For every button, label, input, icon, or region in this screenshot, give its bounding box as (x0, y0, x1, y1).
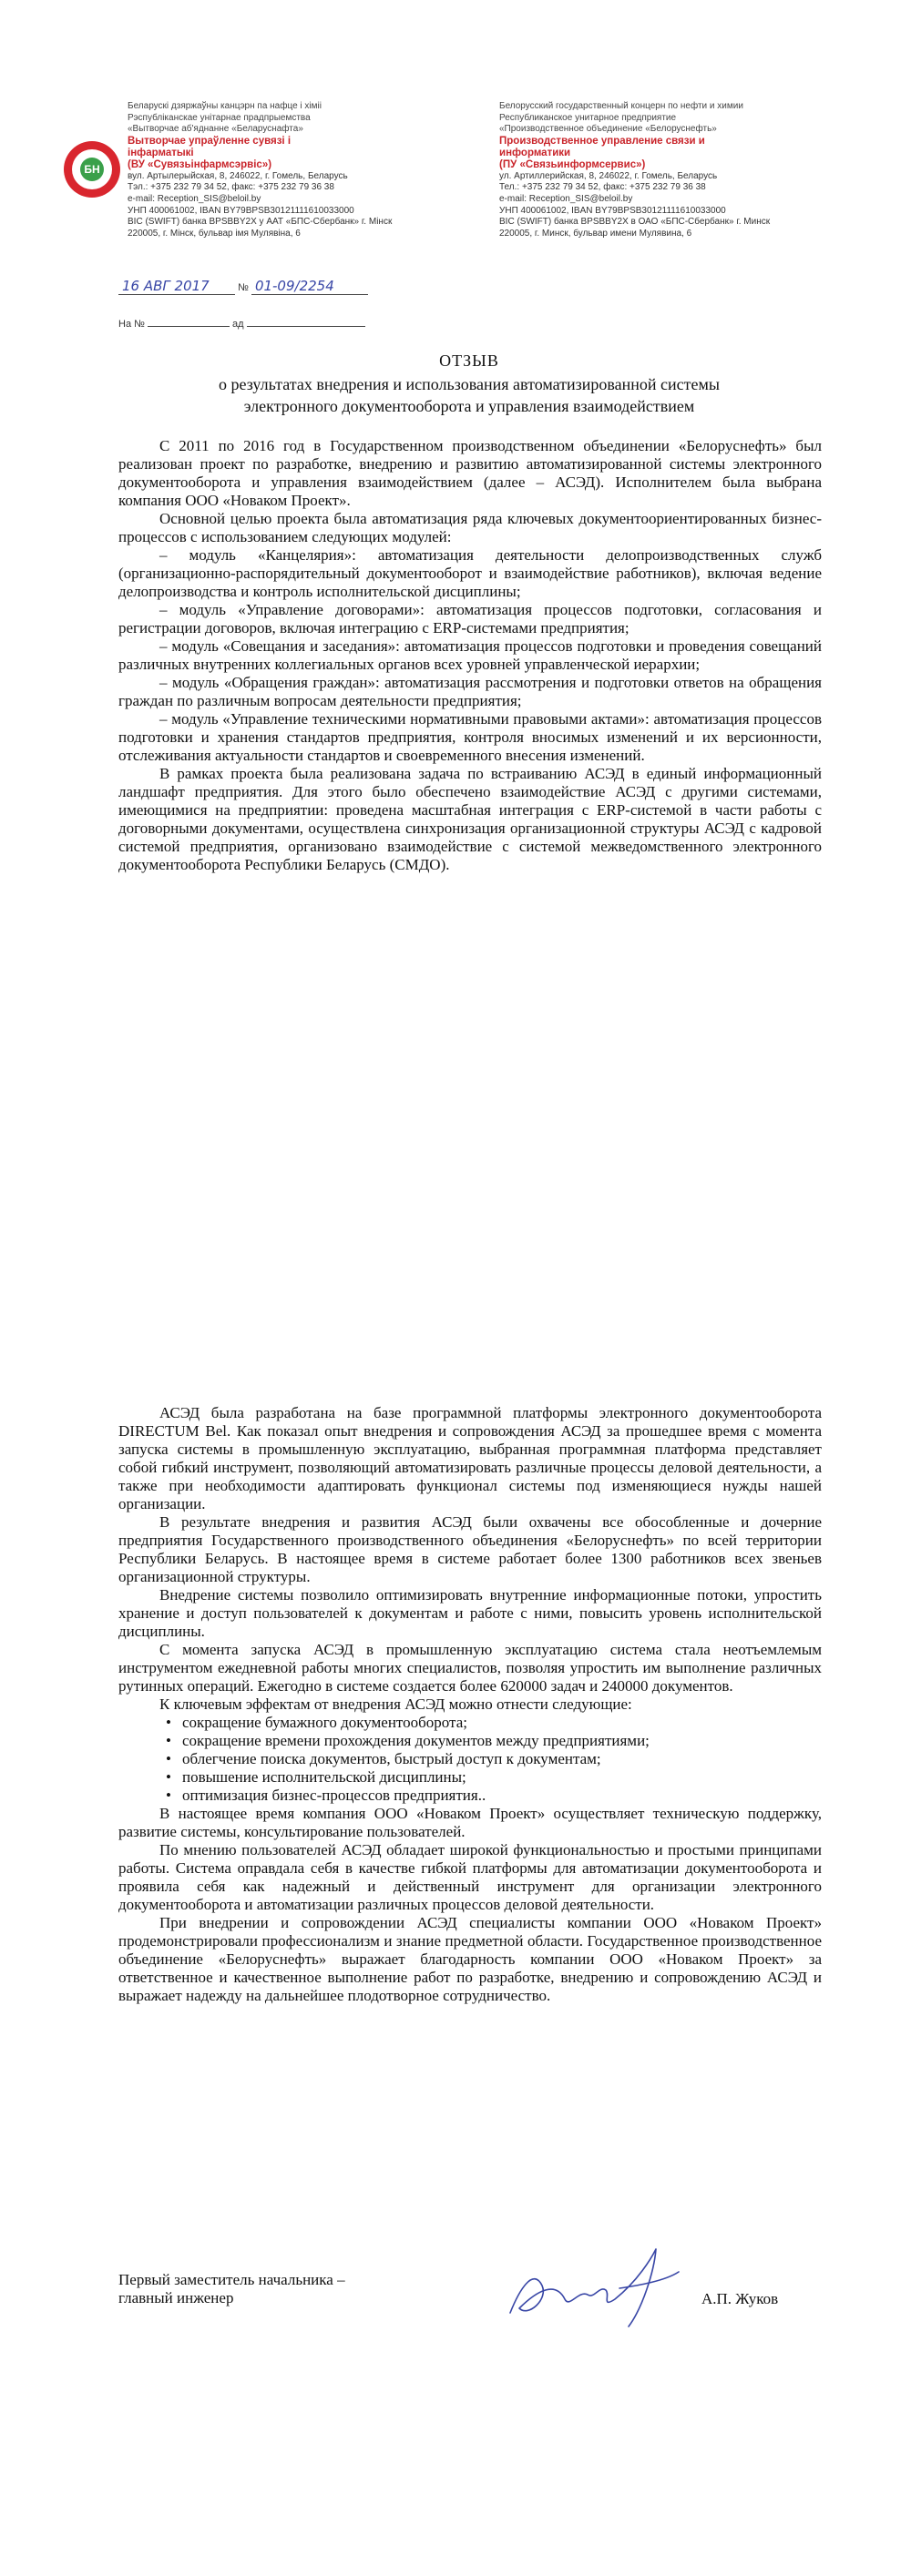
letterhead-left-bank: УНП 400061002, IBAN BY79BPSB30121111610033000 (128, 205, 354, 216)
list-item: • облегчение поиска документов, быстрый доступ к документам; (182, 1750, 822, 1768)
paragraph: – модуль «Канцелярия»: автоматизация деятельности делопроизводственных служб (организационно-распорядительный документооборот и взаимодействие работников), включая ведение делопроизводства и контроль исполнительской дисциплины; (118, 546, 822, 600)
position-line: Первый заместитель начальника – (118, 2271, 345, 2288)
paragraph: По мнению пользователей АСЭД обладает широкой функциональностью и простыми принципами работы. Система оправдала себя в качестве гибкой платформы для автоматизации документооборота и проявила себя как надежный и действенный инструмент для организации электронного документооборота и автоматизации различных процессов деловой деятельности. (118, 1841, 822, 1913)
effects-list (118, 1714, 822, 1805)
letterhead-right (499, 101, 845, 239)
outgoing-number-value: 01-09/2254 (251, 278, 368, 295)
letterhead-right-phone: Тел.: +375 232 79 34 52, факс: +375 232 79 36 38 (499, 182, 706, 193)
paragraph: В рамках проекта была реализована задача по встраиванию АСЭД в единый информационный ландшафт предприятия. Для этого было обеспечено взаимодействие АСЭД с другими системами, имеющимися на предприятии: проведена масштабная интеграция с ERP-системой в части работы с договорными документами, осуществлена синхронизация организационной структуры АСЭД с кадровой системой предприятия, организовано взаимодействие с системой межведомственного электронного документооборота Республики Беларусь (СМДО). (118, 765, 822, 873)
incoming-date-line (247, 326, 365, 327)
logo-text: БН (84, 163, 100, 176)
outgoing-date: 16 АВГ 2017 (118, 278, 235, 295)
paragraph: С 2011 по 2016 год в Государственном производственном объединении «Белоруснефть» был реализован проект по разработке, внедрению и развитию автоматизированной системы электронного документооборота и управления взаимодействием (далее – АСЭД). Исполнителем была выбрана компания ООО «Новаком Проект». (118, 437, 822, 509)
letterhead-right-line: Республиканское унитарное предприятие (499, 112, 677, 123)
list-item: • сокращение бумажного документооборота; (182, 1714, 822, 1732)
paragraph: К ключевым эффектам от внедрения АСЭД можно отнести следующие: (159, 1695, 632, 1713)
letterhead-left-phone: Тэл.: +375 232 79 34 52, факс: +375 232 79 36 38 (128, 182, 334, 193)
letterhead-right-line: Белорусский государственный концерн по нефти и химии (499, 101, 743, 111)
paragraph: В результате внедрения и развития АСЭД были охвачены все обособленные и дочерние предприятия Государственного производственного объединения «Белоруснефть» по всей территории Республики Беларусь. В настоящее время в системе работает более 1300 работников всех звеньев организационной структуры. (118, 1513, 822, 1585)
letterhead-right-line: «Производственное объединение «Белоруснефть» (499, 124, 717, 135)
company-logo (64, 141, 120, 198)
paragraph: При внедрении и сопровождении АСЭД специалисты компании ООО «Новаком Проект» продемонстрировали профессионализм и знание предметной области. Государственное производственное объединение «Белоруснефть» выражает благодарность компании ООО «Новаком Проект» за ответственное и качественное выполнение работ по разработке, внедрению и сопровождению АСЭД и выражает надежду на дальнейшее плодотворное сотрудничество. (118, 1914, 822, 2004)
letterhead-right-unit: Производственное управление связи и (499, 135, 705, 147)
paragraph: Внедрение системы позволило оптимизировать внутренние информационные потоки, упростить хранение и доступ пользователей к документам и работе с ними, повысить уровень исполнительской дисциплины. (118, 1586, 822, 1640)
paragraph: АСЭД была разработана на базе программной платформы электронного документооборота DIRECTUM Bel. Как показал опыт внедрения и сопровождения АСЭД за прошедшее время с момента запуска системы в промышленную эксплуатацию, выбранная программная платформа представляет собой гибкий инструмент, позволяющий автоматизировать различные процессы деловой деятельности, а также при необходимости адаптировать функционал системы под изменяющиеся нужды нашей организации. (118, 1404, 822, 1512)
from-label: ад (232, 319, 244, 330)
letterhead-left-bank: BIC (SWIFT) банка BPSBBY2X у ААТ «БПС-Сбербанк» г. Мінск (128, 217, 393, 228)
letterhead-right-bank: 220005, г. Минск, бульвар имени Мулявина, 6 (499, 228, 692, 239)
incoming-reference (118, 319, 365, 330)
letterhead-left-bank: 220005, г. Мінск, бульвар імя Мулявіна, 6 (128, 228, 301, 239)
document-subtitle: о результатах внедрения и использования автоматизированной системы (218, 375, 721, 393)
paragraph: Основной целью проекта была автоматизация ряда ключевых документоориентированных бизнес-процессов с использованием следующих модулей: (118, 510, 822, 545)
paragraph: – модуль «Совещания и заседания»: автоматизация процессов подготовки и проведения совещаний различных внутренних коллегиальных органов всех уровней управленческой иерархии; (118, 637, 822, 673)
body-section-2 (118, 1404, 822, 2005)
list-item: • повышение исполнительской дисциплины; (182, 1768, 822, 1787)
letterhead-left-address: вул. Артылерыйская, 8, 246022, г. Гомель, Беларусь (128, 170, 348, 181)
letterhead-right-email: e-mail: Reception_SIS@beloil.by (499, 193, 633, 204)
letterhead-left-line: Рэспубліканскае унітарнае прадпрыемства (128, 112, 311, 123)
paragraph: С момента запуска АСЭД в промышленную эксплуатацию система стала неотъемлемым инструментом ежедневной работы многих специалистов, позволяя упростить им выполнение различных рутинных операций. Ежегодно в системе создается более 620000 задач и 240000 документов. (118, 1641, 822, 1695)
paragraph: – модуль «Управление техническими нормативными правовыми актами»: автоматизация процессов подготовки и хранения стандартов предприятия, контроля вносимых изменений и их версионности, отслеживания актуальности стандартов и своевременного внесения изменений. (118, 710, 822, 764)
position-line: главный инженер (118, 2289, 234, 2306)
outgoing-number (118, 278, 368, 295)
letterhead-left-email: e-mail: Reception_SIS@beloil.by (128, 193, 261, 204)
list-item: • сокращение времени прохождения документов между предприятиями; (182, 1732, 822, 1750)
signatory-position (118, 2271, 345, 2307)
paragraph: – модуль «Обращения граждан»: автоматизация рассмотрения и подготовки ответов на обращения граждан по различным вопросам деятельности предприятия; (118, 674, 822, 709)
letterhead-right-address: ул. Артиллерийская, 8, 246022, г. Гомель, Беларусь (499, 170, 718, 181)
signatory-name: А.П. Жуков (701, 2290, 779, 2307)
number-label: № (238, 282, 249, 293)
letterhead-left (128, 101, 428, 239)
letterhead-left-line: «Вытворчае аб'яднанне «Беларуснафта» (128, 124, 303, 135)
incoming-label: На № (118, 319, 145, 330)
letterhead-right-unit: (ПУ «Связьинформсервис») (499, 158, 646, 170)
paragraph: В настоящее время компания ООО «Новаком Проект» осуществляет техническую поддержку, развитие системы, консультирование пользователей. (118, 1805, 822, 1840)
letterhead-right-bank: УНП 400061002, IBAN BY79BPSB30121111610033000 (499, 205, 726, 216)
list-item: • оптимизация бизнес-процессов предприятия.. (182, 1787, 822, 1805)
handwritten-signature (492, 2235, 692, 2336)
letterhead-left-unit: Вытворчае упраўленне сувязі і (128, 135, 292, 147)
letterhead-left-line: Беларускі дзяржаўны канцэрн па нафце і хіміі (128, 101, 322, 111)
letterhead-right-bank: BIC (SWIFT) банка BPSBBY2X в ОАО «БПС-Сбербанк» г. Минск (499, 217, 771, 228)
incoming-number-line (148, 326, 230, 327)
letterhead-right-unit: информатики (499, 147, 571, 158)
letterhead-left-unit: інфарматыкі (128, 147, 194, 158)
body-section-1 (118, 437, 822, 874)
paragraph: – модуль «Управление договорами»: автоматизация процессов подготовки, согласования и регистрации договоров, включая интеграцию с ERP-системами предприятия; (118, 601, 822, 636)
document-title: ОТЗЫВ (439, 351, 499, 370)
letterhead-left-unit: (ВУ «Сувязьінфармсэрвіс») (128, 158, 272, 170)
document-subtitle: электронного документооборота и управления взаимодействием (243, 397, 695, 415)
